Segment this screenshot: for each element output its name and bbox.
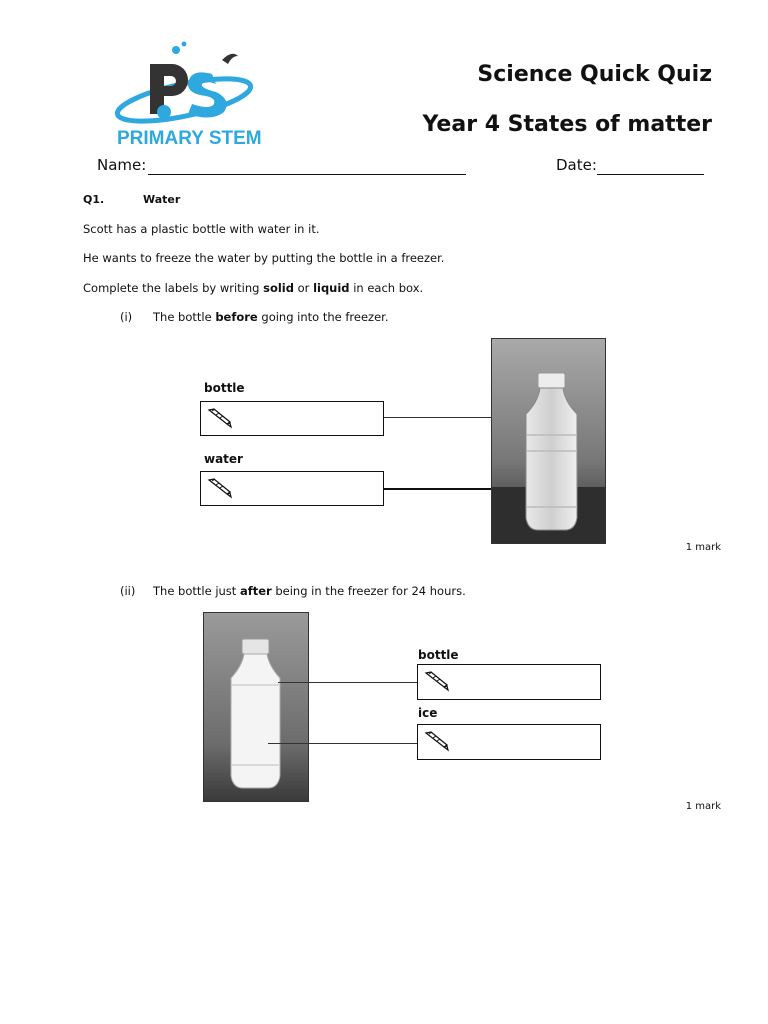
pen-icon xyxy=(207,407,233,429)
part-i-number: (i) xyxy=(120,310,133,324)
label-water-i: water xyxy=(204,452,243,466)
bottle-photo-before xyxy=(491,338,606,544)
label-ice-ii: ice xyxy=(418,706,438,720)
page-title: Science Quick Quiz xyxy=(477,62,712,87)
pen-icon xyxy=(207,477,233,499)
mark-i: 1 mark xyxy=(685,542,721,553)
answer-box-bottle-i[interactable] xyxy=(200,401,384,436)
part-ii-number: (ii) xyxy=(120,584,136,598)
svg-text:PRIMARY STEM: PRIMARY STEM xyxy=(117,128,262,149)
question-line-2: He wants to freeze the water by putting the bottle in a freezer. xyxy=(83,251,445,265)
part-i-text: The bottle before going into the freezer. xyxy=(153,310,389,324)
date-label: Date: xyxy=(556,156,597,174)
pen-icon xyxy=(424,670,450,692)
name-field[interactable] xyxy=(148,174,466,175)
leader-line-bottle-ii xyxy=(278,682,418,683)
answer-box-ice-ii[interactable] xyxy=(417,724,601,760)
label-bottle-i: bottle xyxy=(204,381,245,395)
bottle-photo-after xyxy=(203,612,309,802)
part-ii-text: The bottle just after being in the freezer for 24 hours. xyxy=(153,584,466,598)
label-bottle-ii: bottle xyxy=(418,648,459,662)
date-field[interactable] xyxy=(597,174,704,175)
answer-box-water-i[interactable] xyxy=(200,471,384,506)
question-number: Q1. xyxy=(83,193,105,206)
primary-stem-logo xyxy=(112,40,262,152)
question-instruction: Complete the labels by writing solid or liquid in each box. xyxy=(83,281,424,295)
leader-line-ice-ii xyxy=(268,743,418,744)
name-label: Name: xyxy=(97,156,147,174)
question-title: Water xyxy=(143,193,181,206)
page-subtitle: Year 4 States of matter xyxy=(422,112,712,137)
pen-icon xyxy=(424,730,450,752)
question-line-1: Scott has a plastic bottle with water in it. xyxy=(83,222,320,236)
mark-ii: 1 mark xyxy=(685,801,721,812)
answer-box-bottle-ii[interactable] xyxy=(417,664,601,700)
